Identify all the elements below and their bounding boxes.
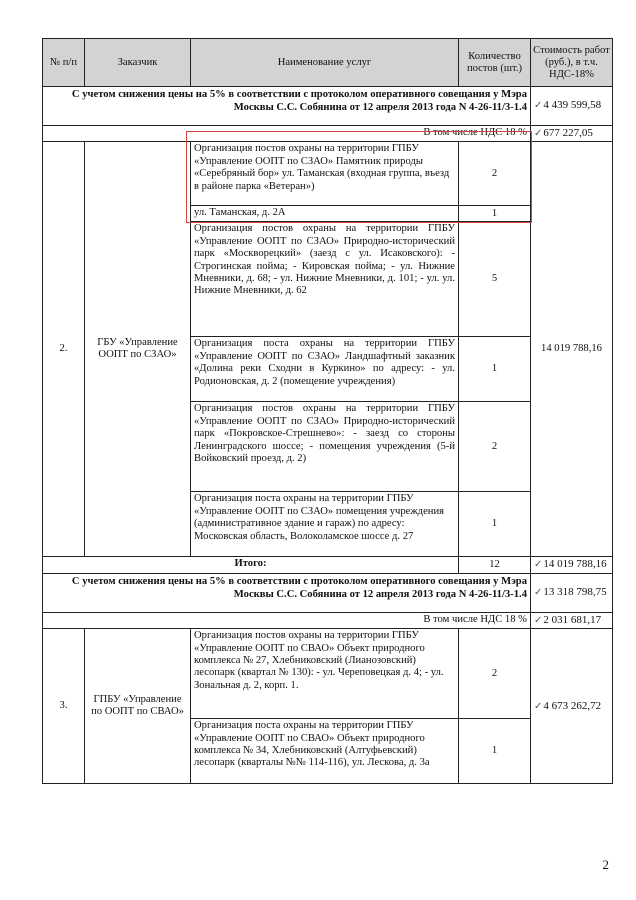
total-qty: 12	[459, 557, 531, 573]
header-customer: Заказчик	[85, 39, 191, 87]
services-table	[42, 38, 613, 784]
header-num: № п/п	[43, 39, 85, 87]
cost-2: 14 019 788,16	[531, 142, 613, 557]
row-number-3: 3.	[43, 629, 85, 784]
checkmark-icon: ✓	[534, 100, 543, 112]
scan-artifact	[270, 0, 360, 8]
discount-row-1	[43, 87, 613, 126]
checkmark-icon: ✓	[534, 128, 543, 139]
qty-cell: 1	[459, 492, 531, 557]
qty-cell: 2	[459, 142, 531, 206]
page-number: 2	[602, 857, 609, 872]
service-cell: Организация поста охраны на территории ГПБУ «Управление ООПТ по СЗАО» помещения учреждения (административное здание и гараж) по адресу: Московская область, Волоколамское шоссе д. 27	[191, 492, 459, 557]
total-cost: ✓14 019 788,16	[531, 557, 613, 573]
vat-amount-2: ✓2 031 681,17	[531, 612, 613, 628]
customer-2: ГБУ «Управление ООПТ по СЗАО»	[85, 142, 191, 557]
discount-text-1: С учетом снижения цены на 5% в соответствии с протоколом оперативного совещания у Мэра Москвы С.С. Собянина от 12 апреля 2013 года N 4-26-11/3-1.4	[43, 87, 531, 126]
discount-amount-2: ✓13 318 798,75	[531, 573, 613, 612]
service-cell: Организация поста охраны на территории ГПБУ «Управление ООПТ по СЗАО» Ландшафтный заказник «Долина реки Сходни в Куркино» по адресу: - ул. Родионовская, д. 2 (помещение учреждения)	[191, 337, 459, 402]
service-cell: Организация постов охраны на территории ГПБУ «Управление ООПТ по СВАО» Объект природного комплекса № 27, Хлебниковский (Лианозовский) лесопарк (квартал № 130): - ул. Череповецкая д. 4; - ул. Зональная д. 2, корп. 1.	[191, 629, 459, 719]
vat-row-2	[43, 612, 613, 628]
total-label: Итого:	[43, 557, 459, 573]
vat-label-2: В том числе НДС 18 %	[43, 612, 531, 628]
table-row	[43, 629, 613, 719]
vat-row-1	[43, 126, 613, 142]
checkmark-icon: ✓	[534, 587, 543, 599]
qty-cell: 1	[459, 719, 531, 784]
total-row	[43, 557, 613, 573]
qty-cell: 2	[459, 402, 531, 492]
qty-cell: 1	[459, 337, 531, 402]
service-cell: Организация поста охраны на территории ГПБУ «Управление ООПТ по СВАО» Объект природного комплекса № 34, Хлебниковский (Алтуфьевский) лесопарк (кварталы №№ 114-116), ул. Лескова, д. 3а	[191, 719, 459, 784]
discount-amount-1: ✓4 439 599,58	[531, 87, 613, 126]
service-cell: ул. Таманская, д. 2А	[191, 206, 459, 222]
service-cell: Организация постов охраны на территории ГПБУ «Управление ООПТ по СЗАО» Природно-исторический парк «Москворецкий» (заезд с ул. Исаковского): - Строгинская пойма; - Кировская пойма; - ул. Нижние Мневники, д. 68; - ул. Нижние Мневники, д. 101; - ул. ул. Нижние Мневники, д. 62	[191, 222, 459, 337]
vat-label-1: В том числе НДС 18 %	[43, 126, 531, 142]
header-qty: Количество постов (шт.)	[459, 39, 531, 87]
service-cell: Организация постов охраны на территории ГПБУ «Управление ООПТ по СЗАО» Памятник природы «Серебряный бор» ул. Таманская (входная группа, въезд в районе парка «Ветеран»)	[191, 142, 459, 206]
header-cost: Стоимость работ (руб.), в т.ч. НДС-18%	[531, 39, 613, 87]
service-cell: Организация постов охраны на территории ГПБУ «Управление ООПТ по СЗАО» Природно-исторический парк «Покровское-Стрешнево»: - заезд со стороны Ленинградского шоссе; - помещения учреждения (5-й Войковский проезд, д. 2)	[191, 402, 459, 492]
table-header	[43, 39, 613, 87]
checkmark-icon: ✓	[534, 614, 543, 626]
qty-cell: 1	[459, 206, 531, 222]
cost-3: ✓4 673 262,72	[531, 629, 613, 784]
vat-amount-1: ✓677 227,05	[531, 126, 613, 142]
discount-text-2: С учетом снижения цены на 5% в соответствии с протоколом оперативного совещания у Мэра Москвы С.С. Собянина от 12 апреля 2013 года N 4-26-11/3-1.4	[43, 573, 531, 612]
discount-row-2	[43, 573, 613, 612]
checkmark-icon: ✓	[534, 559, 543, 571]
qty-cell: 2	[459, 629, 531, 719]
customer-3: ГПБУ «Управление по ООПТ по СВАО»	[85, 629, 191, 784]
qty-cell: 5	[459, 222, 531, 337]
checkmark-icon: ✓	[534, 700, 543, 712]
table-row	[43, 142, 613, 206]
header-service: Наименование услуг	[191, 39, 459, 87]
row-number-2: 2.	[43, 142, 85, 557]
